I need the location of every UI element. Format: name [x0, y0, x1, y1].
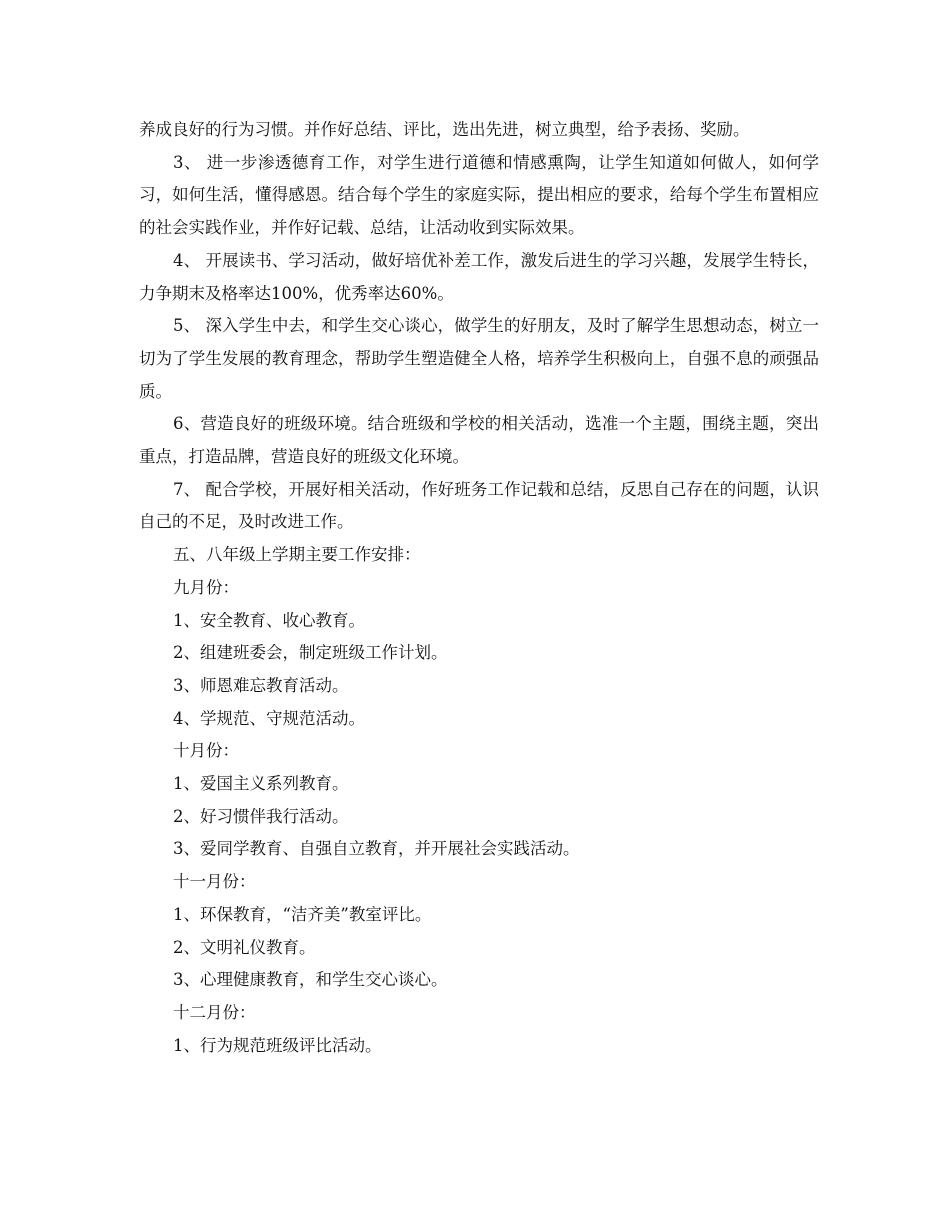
month-heading-september: 九月份：: [173, 577, 239, 597]
list-item: 3、师恩难忘教育活动。: [173, 675, 349, 695]
month-heading-december: 十二月份：: [173, 1002, 256, 1022]
list-item: 2、文明礼仪教育。: [173, 937, 316, 957]
document-page: [139, 114, 819, 1062]
paragraph-item-4: 4、 开展读书、学习活动，做好培优补差工作，激发后进生的学习兴趣，发展学生特长，力争期末及格率达100%，优秀率达60%。: [139, 250, 819, 303]
list-item: 3、心理健康教育，和学生交心谈心。: [173, 970, 448, 990]
month-heading-october: 十月份：: [173, 741, 239, 761]
list-item: 1、爱国主义系列教育。: [173, 774, 349, 794]
paragraph-item-3: 3、 进一步渗透德育工作，对学生进行道德和情感熏陶，让学生知道如何做人，如何学习，如何生活，懂得感恩。结合每个学生的家庭实际，提出相应的要求，给每个学生布置相应的社会实践作业，并作好记载、总结，让活动收到实际效果。: [139, 152, 819, 238]
list-item: 3、爱同学教育、自强自立教育，并开展社会实践活动。: [173, 839, 580, 859]
paragraph-continuation: 养成良好的行为习惯。并作好总结、评比，选出先进，树立典型，给予表扬、奖励。: [139, 120, 750, 139]
list-item: 4、学规范、守规范活动。: [173, 708, 365, 728]
list-item: 1、行为规范班级评比活动。: [173, 1035, 382, 1055]
list-item: 2、组建班委会，制定班级工作计划。: [173, 643, 448, 663]
list-item: 2、好习惯伴我行活动。: [173, 806, 349, 826]
month-heading-november: 十一月份：: [173, 872, 256, 892]
list-item: 1、安全教育、收心教育。: [173, 610, 365, 630]
list-item: 1、环保教育，“洁齐美”教室评比。: [173, 904, 432, 924]
section-heading: 五、八年级上学期主要工作安排：: [173, 545, 421, 565]
paragraph-item-6: 6、营造良好的班级环境。结合班级和学校的相关活动，选准一个主题，围绕主题，突出重点，打造品牌，营造良好的班级文化环境。: [139, 414, 819, 467]
paragraph-item-7: 7、 配合学校，开展好相关活动，作好班务工作记载和总结，反思自己存在的问题，认识自己的不足，及时改进工作。: [139, 479, 819, 532]
paragraph-item-5: 5、 深入学生中去，和学生交心谈心，做学生的好朋友，及时了解学生思想动态，树立一切为了学生发展的教育理念，帮助学生塑造健全人格，培养学生积极向上，自强不息的顽强品质。: [139, 316, 819, 401]
